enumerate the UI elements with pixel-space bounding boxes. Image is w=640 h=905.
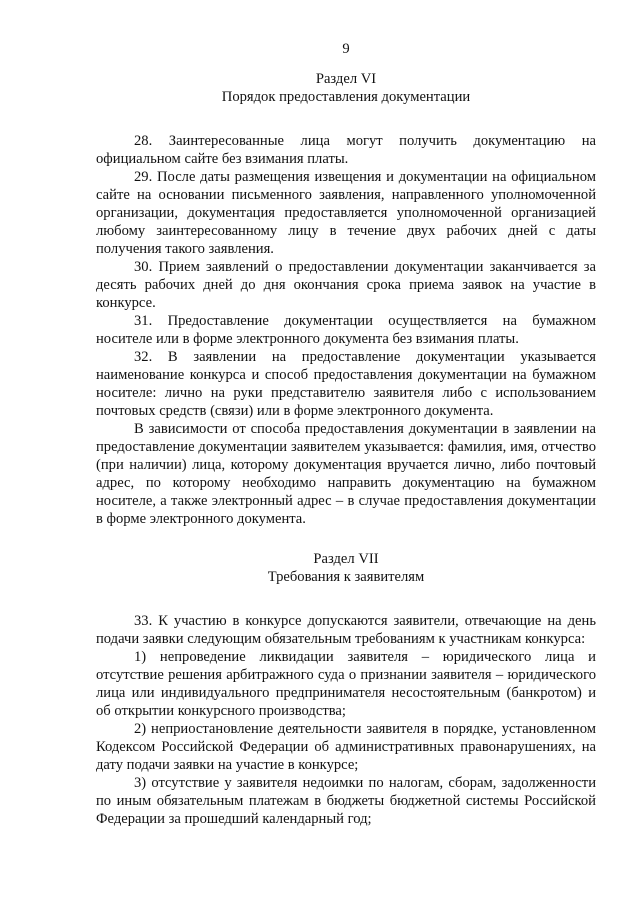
paragraph-32-continued: В зависимости от способа предоставления документации в заявлении на предоставление документации заявителем указывается: фамилия, имя, отчество (при наличии) лица, которому документация вручается лично, либо почтовый адрес, по которому необходимо направить документацию на бумажном носителе, а также электронный адрес – в случае предоставления документации в форме электронного документа. bbox=[96, 421, 596, 527]
requirement-3: 3) отсутствие у заявителя недоимки по налогам, сборам, задолженности по иным обязательным платежам в бюджеты бюджетной системы Российской Федерации за прошедший календарный год; bbox=[96, 775, 596, 827]
paragraph-28: 28. Заинтересованные лица могут получить документацию на официальном сайте без взимания платы. bbox=[96, 133, 596, 167]
requirement-2: 2) неприостановление деятельности заявителя в порядке, установленном Кодексом Российской Федерации об административных правонарушениях, на дату подачи заявки на участие в конкурсе; bbox=[96, 721, 596, 773]
paragraph-31: 31. Предоставление документации осуществляется на бумажном носителе или в форме электронного документа без взимания платы. bbox=[96, 313, 596, 347]
paragraph-30: 30. Прием заявлений о предоставлении документации заканчивается за десять рабочих дней до дня окончания срока приема заявок на участие в конкурсе. bbox=[96, 259, 596, 311]
paragraph-32: 32. В заявлении на предоставление документации указывается наименование конкурса и способ предоставления документации на бумажном носителе: лично на руки представителю заявителя либо с использованием почтовых средств (связи) или в форме электронного документа. bbox=[96, 349, 596, 419]
paragraph-29: 29. После даты размещения извещения и документации на официальном сайте на основании письменного заявления, направленного уполномоченной организации, документация предоставляется уполномоченной организацией любому заинтересованному лицу в течение двух рабочих дней с даты получения такого заявления. bbox=[96, 169, 596, 257]
section-vi bbox=[96, 70, 596, 528]
section-vii-title: Требования к заявителям bbox=[267, 569, 425, 585]
paragraph-33: 33. К участию в конкурсе допускаются заявители, отвечающие на день подачи заявки следующим обязательным требованиям к участникам конкурса: bbox=[96, 613, 596, 647]
section-vi-heading: Раздел VI bbox=[315, 71, 377, 87]
section-vii bbox=[96, 550, 596, 828]
section-vii-heading: Раздел VII bbox=[313, 551, 379, 567]
section-spacer bbox=[96, 528, 596, 550]
requirement-1: 1) непроведение ликвидации заявителя – юридического лица и отсутствие решения арбитражного суда о признании заявителя – юридического лица или индивидуального предпринимателя несостоятельным (банкротом) и об открытии конкурсного производства; bbox=[96, 649, 596, 719]
page-number: 9 bbox=[342, 41, 350, 57]
section-vi-title: Порядок предоставления документации bbox=[221, 89, 471, 105]
